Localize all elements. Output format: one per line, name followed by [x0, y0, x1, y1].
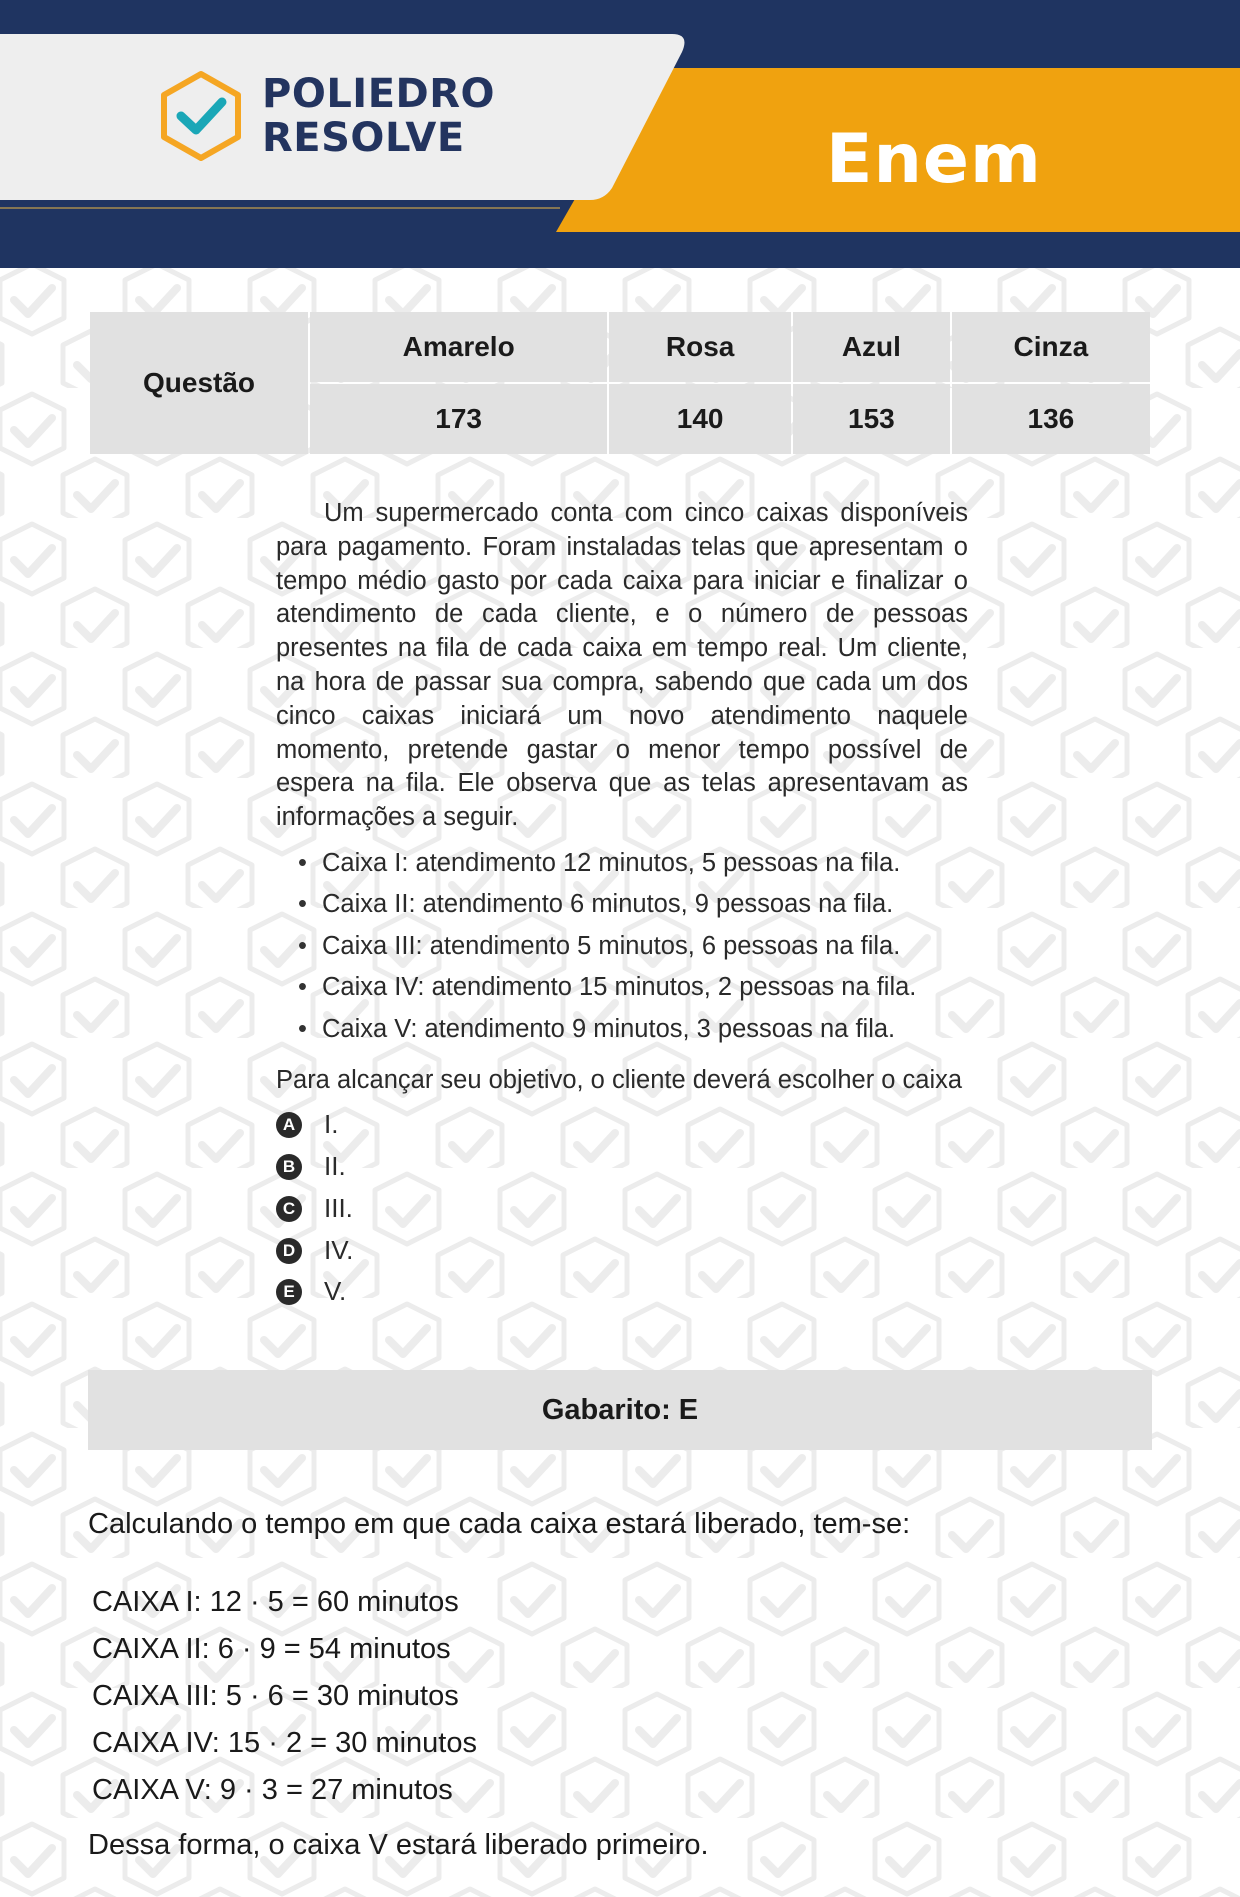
color-header-cinza: Cinza — [952, 312, 1150, 382]
question-number-cinza: 136 — [952, 384, 1150, 454]
alternative-text: V. — [324, 1276, 347, 1307]
question-number-table — [88, 310, 1152, 456]
question-number-amarelo: 173 — [310, 384, 607, 454]
calculation-line: CAIXA I: 12 · 5 = 60 minutos — [92, 1586, 459, 1618]
list-item: • Caixa III: atendimento 5 minutos, 6 pessoas na fila. — [322, 926, 968, 968]
alternative-letter: E — [276, 1279, 302, 1305]
calculation-line: CAIXA IV: 15 · 2 = 30 minutos — [92, 1727, 477, 1759]
question-number-rosa: 140 — [609, 384, 791, 454]
color-header-amarelo: Amarelo — [310, 312, 607, 382]
answer-key-bar — [88, 1370, 1152, 1450]
question-body — [276, 497, 968, 1313]
calculation-list — [92, 1579, 1152, 1814]
alternative-a[interactable] — [276, 1104, 968, 1146]
alternative-letter: B — [276, 1154, 302, 1180]
exam-title: Enem — [826, 120, 1042, 199]
question-intro: Um supermercado conta com cinco caixas disponíveis para pagamento. Foram instaladas telas que apresentam o tempo médio gasto por cada caixa para iniciar e finalizar o atendimento de cada cliente, e o número de pessoas presentes na fila de cada caixa em tempo real. Um cliente, na hora de passar sua compra, sabendo que cada um dos cinco caixas iniciará um novo atendimento naquele momento, pretende gastar o menor tempo possível de espera na fila. Ele observa que as telas apresentavam as informações a seguir. — [276, 499, 968, 832]
list-item: • Caixa IV: atendimento 15 minutos, 2 pessoas na fila. — [322, 967, 968, 1009]
question-number-azul: 153 — [793, 384, 950, 454]
alternative-b[interactable] — [276, 1146, 968, 1188]
list-item: • Caixa II: atendimento 6 minutos, 9 pessoas na fila. — [322, 884, 968, 926]
alternative-d[interactable] — [276, 1230, 968, 1272]
brand-line-1: POLIEDRO — [262, 71, 496, 117]
calculation-line: CAIXA III: 5 · 6 = 30 minutos — [92, 1680, 459, 1712]
alternative-letter: C — [276, 1196, 302, 1222]
alternative-letter: A — [276, 1112, 302, 1138]
list-item: • Caixa V: atendimento 9 minutos, 3 pessoas na fila. — [322, 1009, 968, 1051]
alternative-text: II. — [324, 1151, 346, 1182]
resolution — [88, 1505, 1152, 1864]
check-hexagon-icon — [156, 68, 246, 164]
alternative-letter: D — [276, 1238, 302, 1264]
brand-logo-text — [262, 72, 495, 160]
resolution-conclusion: Dessa forma, o caixa V estará liberado primeiro. — [88, 1829, 709, 1861]
cashier-list — [276, 843, 968, 1051]
list-item: • Caixa I: atendimento 12 minutos, 5 pessoas na fila. — [322, 843, 968, 885]
alternatives — [276, 1104, 968, 1313]
alternative-text: III. — [324, 1192, 353, 1223]
alternative-c[interactable] — [276, 1188, 968, 1230]
calculation-line: CAIXA V: 9 · 3 = 27 minutos — [92, 1774, 453, 1806]
question-label: Questão — [90, 312, 308, 454]
alternative-e[interactable] — [276, 1271, 968, 1313]
calculation-line: CAIXA II: 6 · 9 = 54 minutos — [92, 1633, 451, 1665]
header-banner — [0, 0, 1240, 268]
color-header-azul: Azul — [793, 312, 950, 382]
alternative-text: IV. — [324, 1234, 354, 1265]
color-header-rosa: Rosa — [609, 312, 791, 382]
question-stem: Para alcançar seu objetivo, o cliente deverá escolher o caixa — [276, 1066, 963, 1095]
brand-line-2: RESOLVE — [262, 115, 465, 161]
resolution-intro: Calculando o tempo em que cada caixa estará liberado, tem-se: — [88, 1508, 911, 1540]
alternative-text: I. — [324, 1109, 339, 1140]
answer-key-label: Gabarito: E — [541, 1393, 699, 1426]
